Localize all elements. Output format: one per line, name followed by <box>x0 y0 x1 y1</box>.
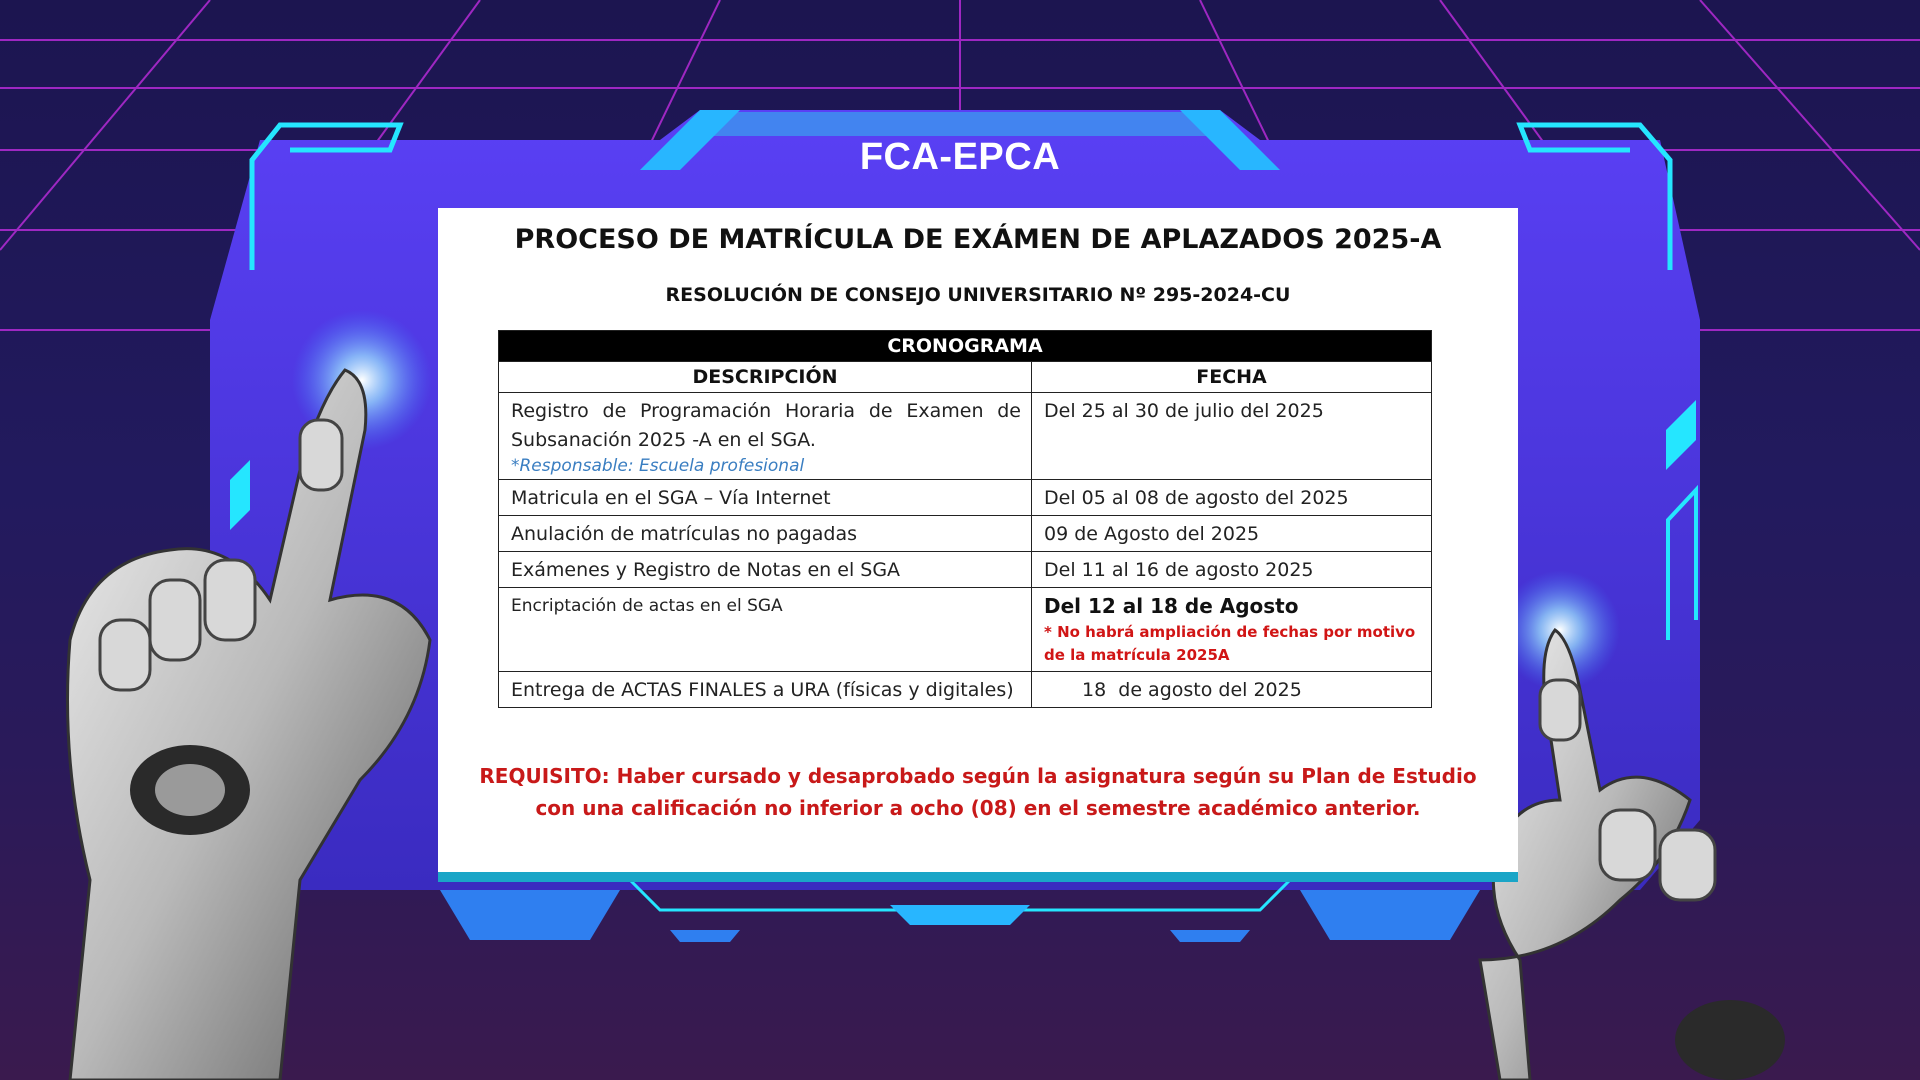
row-description: Entrega de ACTAS FINALES a URA (físicas y digitales) <box>499 672 1032 708</box>
row-date: Del 11 al 16 de agosto 2025 <box>1032 552 1432 588</box>
table-caption: CRONOGRAMA <box>499 331 1432 362</box>
row-date: Del 05 al 08 de agosto del 2025 <box>1032 480 1432 516</box>
table-row <box>499 552 1432 588</box>
table-row <box>499 480 1432 516</box>
column-header-description: DESCRIPCIÓN <box>499 362 1032 393</box>
row-date: Del 25 al 30 de julio del 2025 <box>1032 393 1432 480</box>
table-row <box>499 588 1432 672</box>
row-description: Registro de Programación Horaria de Examen de Subsanación 2025 -A en el SGA. *Responsable: Escuela profesional <box>499 393 1032 480</box>
document-bottom-bar <box>438 872 1518 882</box>
responsible-note: *Responsable: Escuela profesional <box>511 456 805 476</box>
schedule-document <box>438 208 1518 880</box>
header-title: FCA-EPCA <box>859 136 1061 178</box>
schedule-table <box>498 330 1432 708</box>
row-description: Exámenes y Registro de Notas en el SGA <box>499 552 1032 588</box>
row-date: 18 de agosto del 2025 <box>1032 672 1432 708</box>
row-date: 09 de Agosto del 2025 <box>1032 516 1432 552</box>
table-row <box>499 672 1432 708</box>
warning-note: * No habrá ampliación de fechas por motivo de la matrícula 2025A <box>1044 623 1416 664</box>
row-description: Matricula en el SGA – Vía Internet <box>499 480 1032 516</box>
column-header-date: FECHA <box>1032 362 1432 393</box>
table-row <box>499 516 1432 552</box>
highlighted-date: Del 12 al 18 de Agosto <box>1044 594 1299 618</box>
row-date <box>1032 588 1432 672</box>
row-description: Encriptación de actas en el SGA <box>499 588 1032 672</box>
document-title: PROCESO DE MATRÍCULA DE EXÁMEN DE APLAZADOS 2025-A <box>514 224 1442 255</box>
row-description: Anulación de matrículas no pagadas <box>499 516 1032 552</box>
table-row <box>499 393 1432 480</box>
requirement-note: REQUISITO: Haber cursado y desaprobado según la asignatura según su Plan de Estudio con una calificación no inferior a ocho (08) en el semestre académico anterior. <box>479 764 1477 820</box>
document-subtitle: RESOLUCIÓN DE CONSEJO UNIVERSITARIO Nº 295-2024-CU <box>665 284 1291 306</box>
